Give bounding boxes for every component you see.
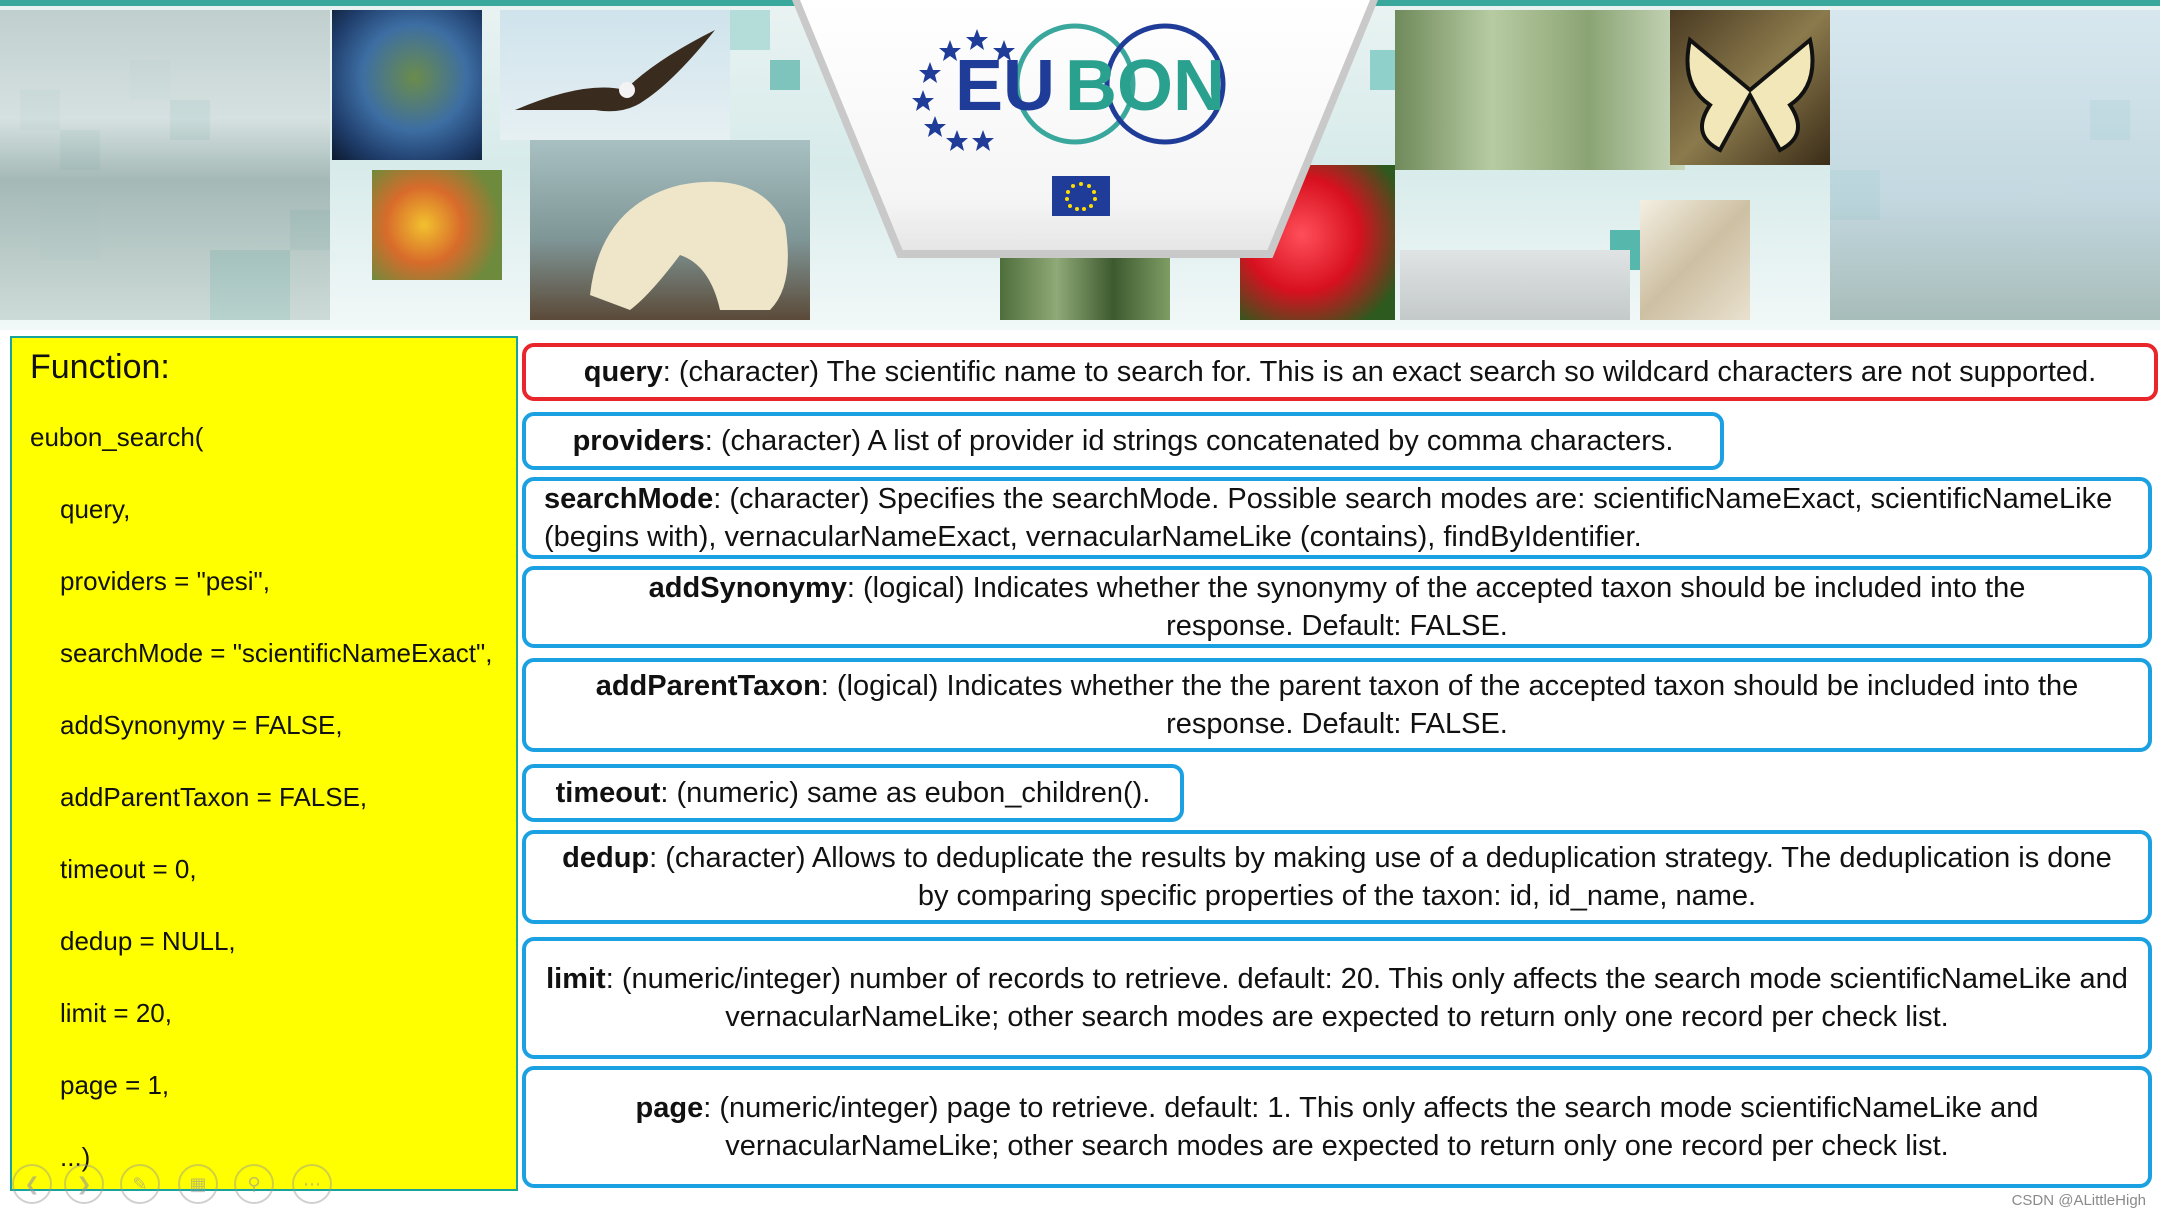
- param-box-dedup: [522, 830, 2152, 924]
- param-name: searchMode: [544, 483, 714, 515]
- header-banner: [0, 0, 2160, 330]
- param-desc: : (character) Specifies the searchMode. Possible search modes are: scientificNameExact, scientificNameLike (begins with), vernacularNameExact, vernacularNameLike (contains), findByIdentifier.: [544, 483, 2113, 553]
- prev-slide-icon[interactable]: ❮: [12, 1164, 52, 1204]
- param-desc: : (character) The scientific name to search for. This is an exact search so wildcard characters are not supported.: [662, 356, 2097, 388]
- param-box-searchmode: [522, 477, 2152, 559]
- param-name: limit: [546, 963, 606, 995]
- next-slide-icon[interactable]: ❯: [64, 1164, 104, 1204]
- param-name: query: [583, 356, 663, 388]
- eu-flag-icon: [1052, 176, 1110, 216]
- coast-photo: [0, 10, 330, 320]
- param-desc: : (numeric) same as eubon_children().: [660, 777, 1151, 809]
- param-desc: : (numeric/integer) page to retrieve. default: 1. This only affects the search mode scientificNameLike and vernacularNameLike; other search modes are expected to return only one record per check list.: [703, 1092, 2039, 1162]
- function-arg-line: providers = "pesi",: [60, 566, 270, 596]
- earth-photo: [332, 10, 482, 160]
- function-panel: [10, 336, 518, 1191]
- pen-icon[interactable]: ✎: [120, 1164, 160, 1204]
- eagle-icon: [505, 20, 725, 130]
- books-photo: [1640, 200, 1750, 320]
- polar-bear-icon: [560, 145, 800, 315]
- param-desc: : (character) Allows to deduplicate the results by making use of a deduplication strategy. The deduplication is done by comparing specific properties of the taxon: id, id_name, name.: [649, 842, 2112, 912]
- mosaic-tile: [770, 60, 800, 90]
- param-desc: : (logical) Indicates whether the the parent taxon of the accepted taxon should be included into the response. Default: FALSE.: [820, 670, 2079, 740]
- function-arg-line: dedup = NULL,: [60, 926, 236, 956]
- function-arg-line: timeout = 0,: [60, 854, 197, 884]
- flowers-photo: [372, 170, 502, 280]
- more-icon[interactable]: ⋯: [292, 1164, 332, 1204]
- mosaic-tile: [730, 10, 770, 50]
- function-title: Function:: [30, 348, 170, 386]
- zoom-icon[interactable]: ⚲: [234, 1164, 274, 1204]
- param-box-page: [522, 1066, 2152, 1188]
- param-box-limit: [522, 937, 2152, 1059]
- screen-photo: [1400, 250, 1630, 320]
- slides-grid-icon[interactable]: ▦: [178, 1164, 218, 1204]
- param-name: addSynonymy: [648, 572, 847, 604]
- param-name: timeout: [555, 777, 661, 809]
- param-box-timeout: [522, 764, 1184, 822]
- param-desc: : (character) A list of provider id strings concatenated by comma characters.: [704, 425, 1674, 457]
- param-box-providers: [522, 412, 1724, 470]
- trees-photo: [1395, 10, 1685, 170]
- radio-telescope-photo: [1830, 10, 2160, 320]
- param-box-query: [522, 343, 2158, 401]
- function-arg-line: addSynonymy = FALSE,: [60, 710, 343, 740]
- logo-text-eu: EU: [955, 46, 1056, 126]
- function-arg-line: addParentTaxon = FALSE,: [60, 782, 368, 812]
- logo-text-bon: BON: [1065, 46, 1225, 126]
- param-desc: : (numeric/integer) number of records to retrieve. default: 20. This only affects the search mode scientificNameLike and vernacularNameLike; other search modes are expected to return only one record per check list.: [605, 963, 2128, 1033]
- param-desc: : (logical) Indicates whether the synonymy of the accepted taxon should be included into the response. Default: FALSE.: [846, 572, 2026, 642]
- watermark-credit: CSDN @ALittleHigh: [2011, 1192, 2146, 1209]
- param-name: addParentTaxon: [595, 670, 821, 702]
- function-signature-line: eubon_search(: [30, 422, 204, 452]
- butterfly-icon: [1680, 25, 1820, 155]
- function-arg-line: limit = 20,: [60, 998, 172, 1028]
- function-arg-line: page = 1,: [60, 1070, 170, 1100]
- param-box-addsynonymy: [522, 566, 2152, 648]
- param-name: dedup: [562, 842, 650, 874]
- param-box-addparenttaxon: [522, 658, 2152, 752]
- function-arg-line: query,: [60, 494, 131, 524]
- eubon-logo: [905, 12, 1265, 152]
- function-arg-line: searchMode = "scientificNameExact",: [60, 638, 493, 668]
- function-arg-line: ...): [60, 1142, 91, 1172]
- param-name: page: [635, 1092, 704, 1124]
- param-name: providers: [572, 425, 705, 457]
